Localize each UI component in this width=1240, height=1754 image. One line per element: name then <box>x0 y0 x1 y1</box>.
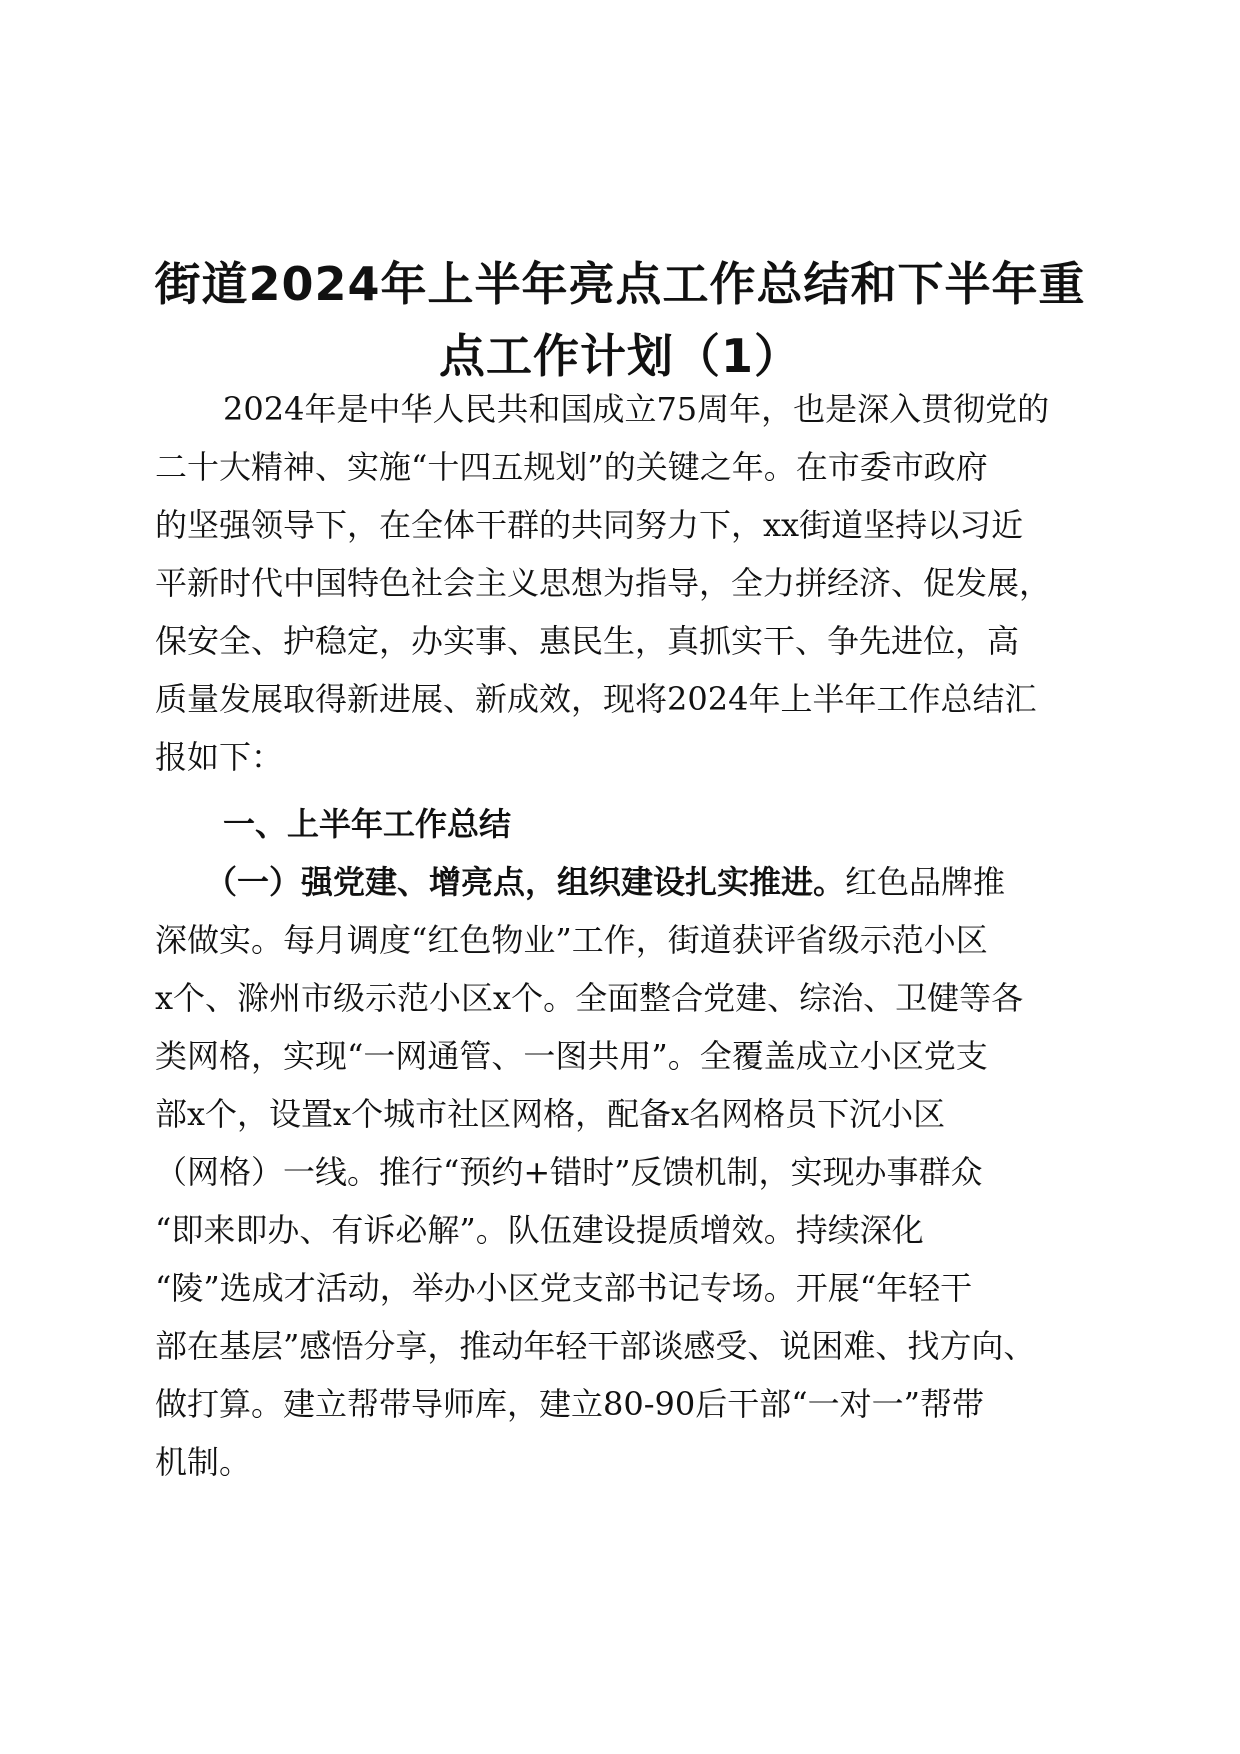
paragraph-line: 深做实。每月调度“红色物业”工作，街道获评省级示范小区 <box>155 921 988 959</box>
paragraph-line: 做打算。建立帮带导师库，建立80-90后干部“一对一”帮带 <box>155 1385 984 1423</box>
paragraph-line: 平新时代中国特色社会主义思想为指导，全力拼经济、促发展， <box>155 564 1052 602</box>
paragraph-line: 报如下： <box>155 738 284 776</box>
paragraph-text: 红色品牌推 <box>845 863 1006 901</box>
section-heading: 一、上半年工作总结 <box>223 805 512 843</box>
paragraph-line: 二十大精神、实施“十四五规划”的关键之年。在市委市政府 <box>155 448 988 486</box>
subsection-paragraph <box>155 853 1090 1491</box>
paragraph-line: “即来即办、有诉必解”。队伍建设提质增效。持续深化 <box>155 1211 924 1249</box>
title-line: 街道2024年上半年亮点工作总结和下半年重 <box>154 257 1086 311</box>
paragraph-line: 2024年是中华人民共和国成立75周年，也是深入贯彻党的 <box>223 390 1050 428</box>
document-title <box>150 248 1090 392</box>
paragraph-line: 质量发展取得新进展、新成效，现将2024年上半年工作总结汇 <box>155 680 1037 718</box>
paragraph-line: 保安全、护稳定，办实事、惠民生，真抓实干、争先进位，高 <box>155 622 1020 660</box>
paragraph-line <box>155 853 1090 911</box>
title-line: 点工作计划（1） <box>438 329 801 383</box>
paragraph-line: （网格）一线。推行“预约+错时”反馈机制，实现办事群众 <box>155 1153 983 1191</box>
paragraph-line: 部在基层”感悟分享，推动年轻干部谈感受、说困难、找方向、 <box>155 1327 1036 1365</box>
subsection-heading: （一）强党建、增亮点，组织建设扎实推进。 <box>205 863 846 901</box>
paragraph-line: x个、滁州市级示范小区x个。全面整合党建、综治、卫健等各 <box>155 979 1024 1017</box>
paragraph-line: 机制。 <box>155 1443 252 1481</box>
paragraph-line: “陵”选成才活动，举办小区党支部书记专场。开展“年轻干 <box>155 1269 973 1307</box>
paragraph-line: 类网格，实现“一网通管、一图共用”。全覆盖成立小区党支 <box>155 1037 988 1075</box>
paragraph-line: 部x个，设置x个城市社区网格，配备x名网格员下沉小区 <box>155 1095 946 1133</box>
paragraph-line: 的坚强领导下，在全体干群的共同努力下，xx街道坚持以习近 <box>155 506 1024 544</box>
intro-paragraph <box>155 380 1090 786</box>
